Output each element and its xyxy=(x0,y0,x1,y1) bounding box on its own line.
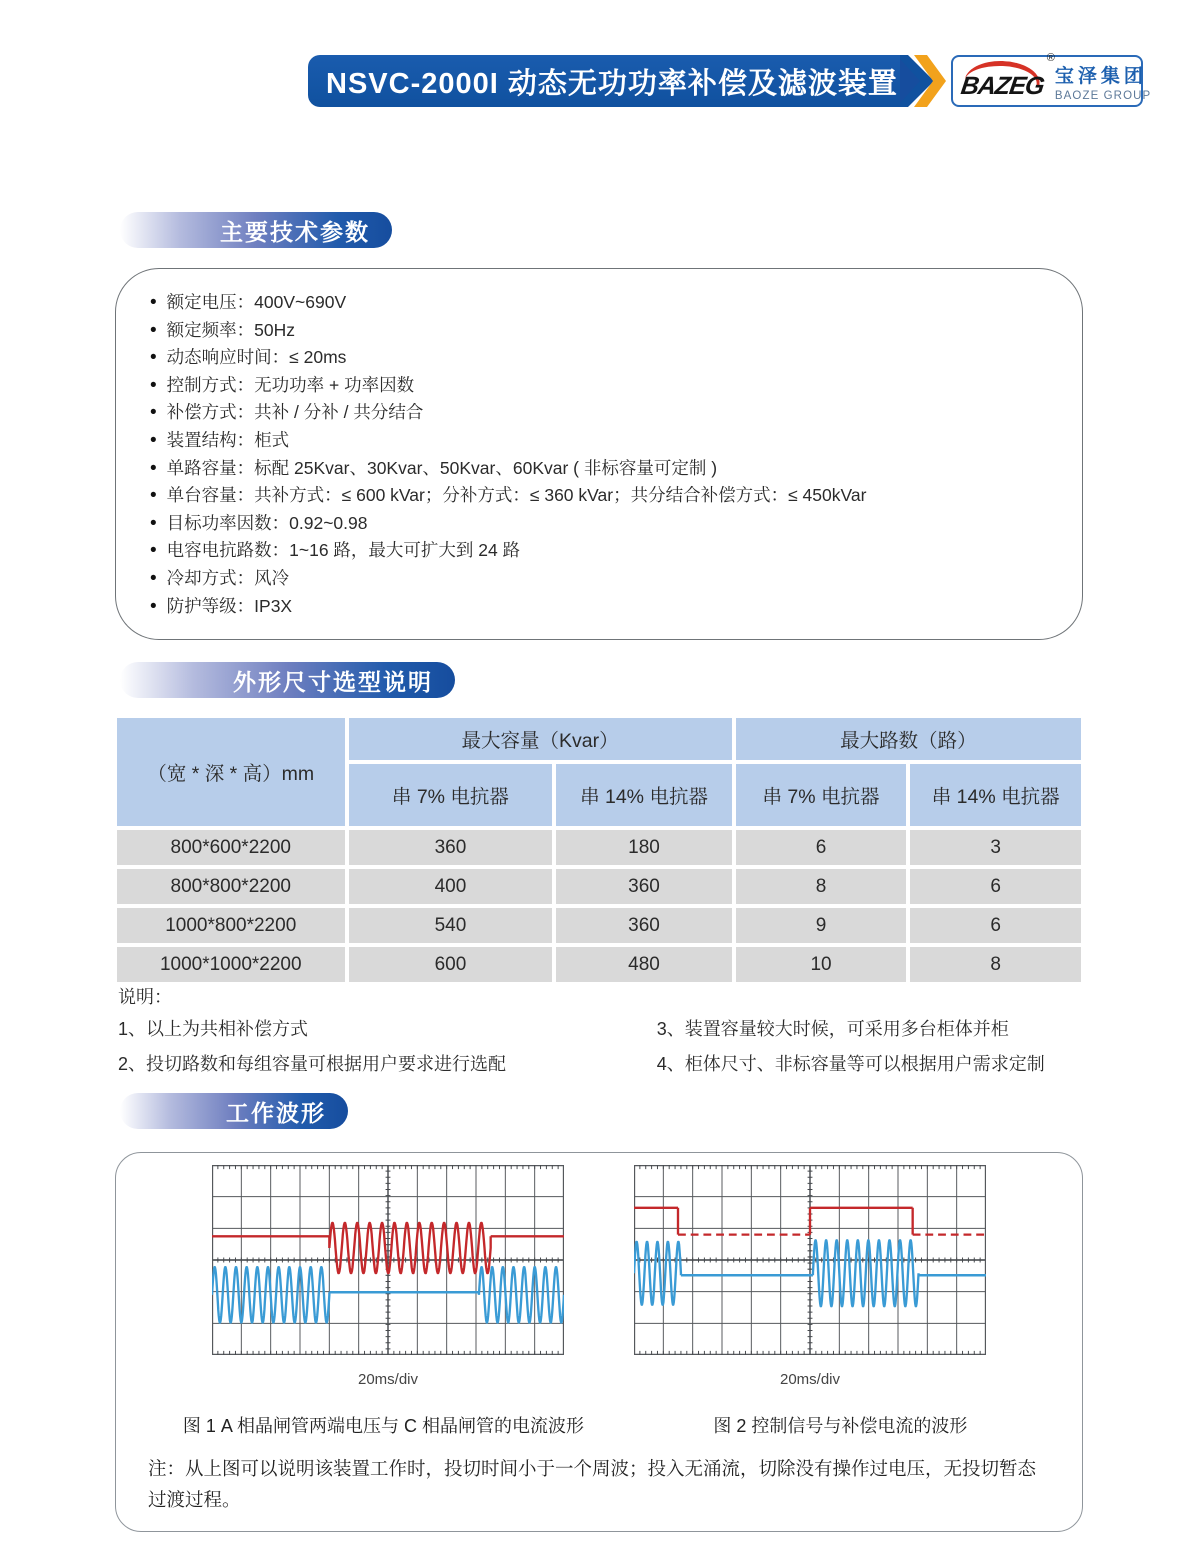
section-heading-params xyxy=(120,212,392,248)
param-item xyxy=(150,427,1048,455)
page-title: NSVC-2000I 动态无功功率补偿及滤波装置 xyxy=(326,67,898,100)
timebase-label-1: 20ms/div xyxy=(357,1371,419,1388)
param-item xyxy=(150,593,1048,621)
table-cell: 8 xyxy=(910,947,1081,982)
section-heading-params-label: 主要技术参数 xyxy=(220,218,370,245)
figure-captions xyxy=(142,1412,1056,1438)
param-item xyxy=(150,537,1048,565)
waveform-figures xyxy=(142,1165,1056,1388)
col-header-reactor-14-capacity: 串 14% 电抗器 xyxy=(556,764,731,826)
waveforms-panel xyxy=(115,1152,1083,1532)
col-header-size: （宽 * 深 * 高）mm xyxy=(117,718,345,826)
params-list xyxy=(150,289,1048,620)
notes-left-column xyxy=(118,1012,657,1082)
table-cell: 9 xyxy=(736,908,907,943)
company-name-cn: 宝泽集团 xyxy=(1054,65,1147,87)
bullet-icon: • xyxy=(150,429,157,451)
timebase-label-2: 20ms/div xyxy=(779,1371,841,1388)
table-cell: 3 xyxy=(910,830,1081,865)
notes-title: 说明： xyxy=(118,987,172,1007)
param-text: 动态响应时间：≤ 20ms xyxy=(166,347,347,368)
param-item xyxy=(150,482,1048,510)
logo-names xyxy=(1054,61,1152,102)
bullet-icon: • xyxy=(150,374,157,396)
table-row xyxy=(117,908,1081,943)
dimensions-table xyxy=(113,714,1085,986)
section-heading-waveforms-label: 工作波形 xyxy=(226,1099,326,1126)
table-row xyxy=(117,830,1081,865)
col-header-reactor-14-branches: 串 14% 电抗器 xyxy=(910,764,1081,826)
table-row xyxy=(117,869,1081,904)
company-name-en: BAOZE GROUP xyxy=(1054,89,1152,102)
param-text: 电容电抗路数：1~16 路，最大可扩大到 24 路 xyxy=(166,540,521,561)
figure-2-caption: 图 2 控制信号与补偿电流的波形 xyxy=(713,1416,968,1436)
note-item: 2、投切路数和每组容量可根据用户要求进行选配 xyxy=(118,1054,507,1074)
bullet-icon: • xyxy=(150,319,157,341)
table-cell: 6 xyxy=(736,830,907,865)
param-item xyxy=(150,455,1048,483)
param-item xyxy=(150,317,1048,345)
table-cell: 6 xyxy=(910,869,1081,904)
table-cell: 600 xyxy=(349,947,553,982)
param-item xyxy=(150,289,1048,317)
table-cell: 6 xyxy=(910,908,1081,943)
oscilloscope-chart-2 xyxy=(634,1165,986,1355)
title-banner xyxy=(308,55,900,107)
param-text: 目标功率因数：0.92~0.98 xyxy=(166,512,368,533)
col-group-max-branches: 最大路数（路） xyxy=(736,718,1081,760)
table-cell: 400 xyxy=(349,869,553,904)
note-item: 4、柜体尺寸、非标容量等可以根据用户需求定制 xyxy=(656,1054,1045,1074)
table-cell: 360 xyxy=(556,869,731,904)
table-cell: 360 xyxy=(349,830,553,865)
table-cell: 540 xyxy=(349,908,553,943)
brand-logo xyxy=(951,52,1152,107)
table-cell: 1000*800*2200 xyxy=(117,908,345,943)
table-cell: 800*600*2200 xyxy=(117,830,345,865)
note-item: 1、以上为共相补偿方式 xyxy=(118,1019,309,1039)
col-header-reactor-7-branches: 串 7% 电抗器 xyxy=(736,764,907,826)
table-cell: 1000*1000*2200 xyxy=(117,947,345,982)
param-item xyxy=(150,399,1048,427)
bullet-icon: • xyxy=(150,457,157,479)
table-row xyxy=(117,947,1081,982)
table-cell: 10 xyxy=(736,947,907,982)
table-cell: 800*800*2200 xyxy=(117,869,345,904)
col-group-max-capacity: 最大容量（Kvar） xyxy=(349,718,732,760)
param-text: 额定电压：400V~690V xyxy=(166,292,347,312)
registered-trademark-icon: ® xyxy=(1046,52,1055,64)
param-item xyxy=(150,565,1048,593)
section-heading-waveforms xyxy=(120,1093,348,1129)
param-text: 额定频率：50Hz xyxy=(166,319,296,340)
waveform-note: 注：从上图可以说明该装置工作时，投切时间小于一个周波；投入无涌流，切除没有操作过电压，无投切暂态过渡过程。 xyxy=(148,1458,1037,1510)
param-text: 装置结构：柜式 xyxy=(166,429,290,450)
table-cell: 360 xyxy=(556,908,731,943)
param-text: 单台容量：共补方式：≤ 600 kVar；分补方式：≤ 360 kVar；共分结合补偿方式：≤ 450kVar xyxy=(166,485,867,506)
table-cell: 480 xyxy=(556,947,731,982)
bullet-icon: • xyxy=(150,567,157,589)
table-cell: 180 xyxy=(556,830,731,865)
bullet-icon: • xyxy=(150,292,157,313)
bullet-icon: • xyxy=(150,347,157,369)
banner-arrow-decoration xyxy=(900,55,946,107)
param-text: 补偿方式：共补 / 分补 / 共分结合 xyxy=(166,402,424,423)
param-text: 防护等级：IP3X xyxy=(166,595,293,616)
param-item xyxy=(150,344,1048,372)
dims-table-body xyxy=(117,830,1081,982)
page-header xyxy=(308,52,1152,107)
figure-1 xyxy=(212,1165,564,1388)
bullet-icon: • xyxy=(150,512,157,534)
section-heading-dimensions xyxy=(120,662,455,698)
note-item: 3、装置容量较大时候，可采用多台柜体并柜 xyxy=(656,1019,1009,1039)
param-item xyxy=(150,372,1048,400)
param-text: 单路容量：标配 25Kvar、30Kvar、50Kvar、60Kvar ( 非标容量可定制 ) xyxy=(166,457,718,478)
bullet-icon: • xyxy=(150,595,157,617)
oscilloscope-chart-1 xyxy=(212,1165,564,1355)
logo-mark xyxy=(958,52,1055,104)
col-header-reactor-7-capacity: 串 7% 电抗器 xyxy=(349,764,553,826)
section-heading-dimensions-label: 外形尺寸选型说明 xyxy=(233,668,433,695)
param-item xyxy=(150,510,1048,538)
table-notes xyxy=(118,982,1080,1082)
notes-right-column xyxy=(657,1012,1080,1082)
param-text: 冷却方式：风冷 xyxy=(166,567,290,588)
table-cell: 8 xyxy=(736,869,907,904)
figure-1-caption: 图 1 A 相晶闸管两端电压与 C 相晶闸管的电流波形 xyxy=(182,1416,584,1436)
params-panel xyxy=(115,268,1083,640)
logo-mark-text: BAZEG xyxy=(958,72,1046,100)
bullet-icon: • xyxy=(150,485,157,507)
bullet-icon: • xyxy=(150,540,157,562)
param-text: 控制方式：无功功率 + 功率因数 xyxy=(166,374,415,395)
bullet-icon: • xyxy=(150,402,157,424)
figure-2 xyxy=(634,1165,986,1388)
